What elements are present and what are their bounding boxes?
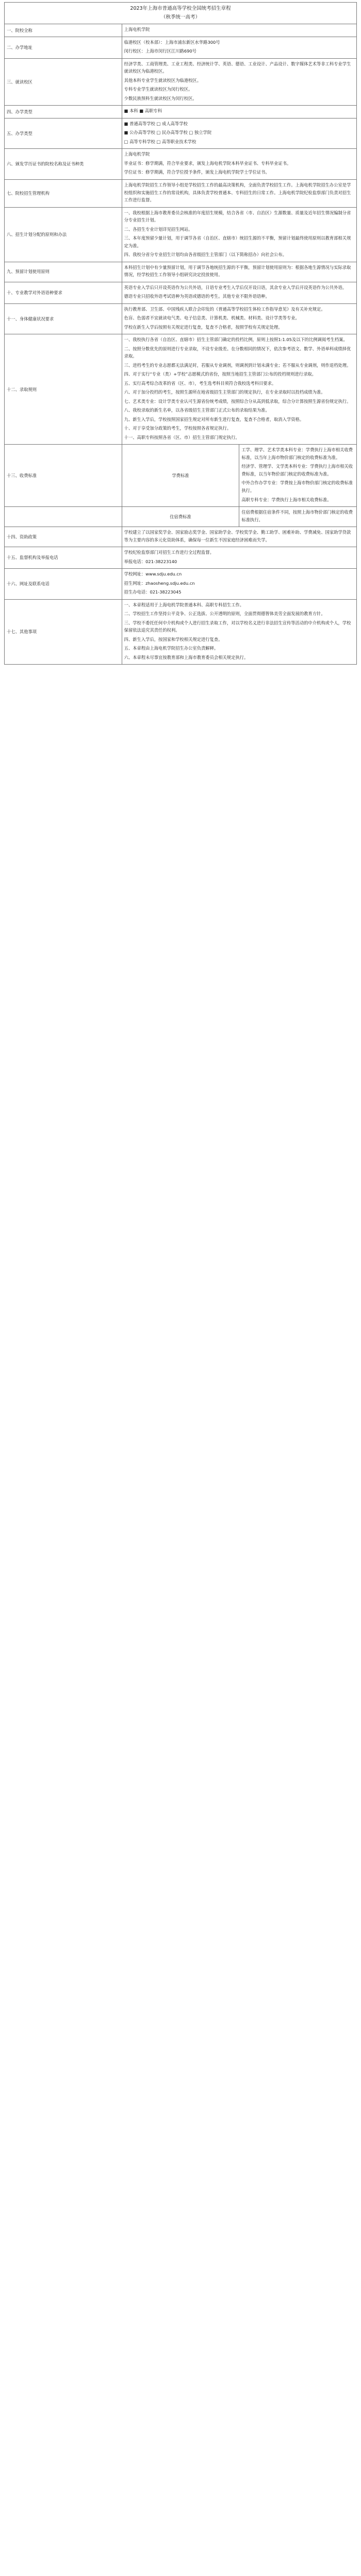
charter-row — [5, 106, 357, 118]
row-content — [122, 24, 356, 37]
content-line: 二、按照分数优先的原则进行专业录取，不设专业级差。在分数相同的情况下，依次参考语文、数学、外语单科成绩择优录取。 — [124, 346, 351, 359]
content-line: 四、我校分省分专业招生计划均由各省级招生主管部门（以下简称招办）向社会公布。 — [124, 252, 287, 258]
content-line: 六、对于加分投档的考生，按照生源所在地省级招生主管部门的规定执行，在专业录取时以投档成绩为准。 — [124, 389, 325, 395]
row-sublabel: 学费标准 — [122, 445, 239, 507]
content-line: 经济学类、工商管理类、工业工程类、经济统计学、英语、德语、工业设计、产品设计、数字媒体艺术等非工科专业学生就读校区为临港校区。 — [124, 61, 351, 74]
content-line: 住宿费根据住宿条件不同，按照上海市物价部门核定的收费标准执行。 — [241, 510, 353, 522]
row-label: 十二、录取规则 — [5, 334, 122, 445]
charter-row — [5, 118, 357, 149]
charter-row — [5, 24, 357, 37]
row-content — [122, 527, 356, 547]
row-content — [122, 179, 356, 207]
charter-row — [5, 207, 357, 262]
row-label: 十三、收费标准 — [5, 445, 122, 507]
row-label: 十七、其他事项 — [5, 599, 122, 665]
charter-row — [5, 569, 357, 600]
content-line: 本科招生计划中有少量预留计划，用于调节各地统招生源的不平衡，预留计划使用原则为：根据各地生源情况与实际录取情况，经学校招生工作领导小组研究决定投放使用。 — [124, 264, 351, 278]
charter-row — [5, 445, 357, 507]
row-label: 四、办学类型 — [5, 106, 122, 118]
charter-row — [5, 527, 357, 547]
content-line: 德语专业只招收外语考试语种为英语或德语的考生。其他专业不限外语语种。 — [124, 294, 270, 299]
row-sublabel: 住宿费标准 — [122, 507, 239, 527]
content-line: 上海电机学院 — [124, 151, 150, 157]
row-label: 三、就读校区 — [5, 58, 122, 106]
content-line: 少数民族预科生就读校区为闵行校区。 — [124, 95, 197, 101]
content-line: 执行教育部、卫生部、中国残疾人联合会印发的《普通高等学校招生体检工作指导意见》及有关补充规定。 — [124, 306, 325, 312]
row-content — [239, 507, 357, 527]
content-line: 学校建立了以国家奖学金、国家励志奖学金、国家助学金、学校奖学金、勤工助学、困难补助、学费减免、国家助学贷款等为主要内容的多元化资助体系，确保每一位新生不因家庭经济困难而失学。 — [124, 530, 351, 543]
row-content — [122, 547, 356, 569]
content-line: 学校纪检监察部门对招生工作进行全过程监督。 — [124, 550, 214, 555]
content-line: 学校网址：www.sdju.edu.cn — [124, 571, 182, 577]
content-line: 专科专业学生就读校区为闵行校区。 — [124, 87, 193, 92]
title-text: 2023年上海市普通高等学校全国统考招生章程 — [130, 6, 231, 11]
row-content — [122, 37, 356, 58]
row-content — [122, 118, 356, 149]
row-label: 十一、身体健康状况要求 — [5, 303, 122, 334]
content-line: 七、艺术类专业：设计学类专业认可生源省份统考成绩，按照综合分从高到低录取，综合分计算按照生源省份规定执行。 — [124, 398, 351, 404]
row-label: 五、办学类型 — [5, 118, 122, 149]
row-content — [122, 58, 356, 106]
content-line: 四、新生入学后，按国家和学校相关规定进行复查。 — [124, 636, 223, 642]
row-label: 七、院校招生管理机构 — [5, 179, 122, 207]
content-line: 学校在新生入学后按照有关规定进行复查，复查不合格者，按照学校有关规定处理。 — [124, 324, 283, 330]
row-label: 十、专业教学对外语语种要求 — [5, 282, 122, 303]
content-line: 其他本科专业学生就读校区为临港校区。 — [124, 77, 202, 83]
row-label: 六、颁发学历证书的院校名称及证书种类 — [5, 149, 122, 180]
charter-document — [4, 2, 357, 665]
content-line: 一、我校根据上海市教育委员会核准的年度招生规模，结合各省（市、自治区）生源数量、质量及近年招生情况编制分省分专业招生计划。 — [124, 210, 351, 223]
charter-rows — [5, 24, 357, 665]
content-line: 十一、高职专科按照各省（区、市）招生主管部门规定执行。 — [124, 434, 240, 440]
row-content — [122, 282, 356, 303]
row-content — [122, 149, 356, 180]
row-label: 一、院校全称 — [5, 24, 122, 37]
content-line: 高职专科专业：学费执行上海市相关收费标准。 — [241, 497, 332, 502]
content-line: 色盲、色弱者不宜就读电气类、电子信息类、计算机类、机械类、材料类、设计学类等专业。 — [124, 315, 300, 321]
content-line: 招生办电话：021-38223045 — [124, 589, 182, 595]
content-line: 二、学校招生工作坚持公平竞争、公正选拔、公开透明的原则，全面贯彻德智体美劳全面发展的教育方针。 — [124, 611, 325, 617]
content-line: 一、我校执行各省（自治区、直辖市）招生主管部门确定的投档比例，原则上按照1:1.05及以下的比例调阅考生档案。 — [124, 337, 348, 343]
content-line: 临港校区（校本部）：上海市浦东新区水华路300号 — [124, 39, 220, 45]
content-line: 工学、理学、艺术学类本科专业：学费执行上海市相关收费标准，以当年上海市物价部门核定的收费标准为准。 — [241, 447, 353, 460]
content-line: ■ 本科 ■ 高职专科 — [124, 108, 162, 114]
content-line: 八、我校录取的新生名单，以各省级招生主管部门正式公布的录取结果为准。 — [124, 408, 270, 413]
content-line: 三、学校不委托任何中介机构或个人进行招生录取工作，对以学校名义进行非法招生宣传等活动的中介机构或个人，学校保留依法追究其责任的权利。 — [124, 620, 351, 633]
charter-row — [5, 507, 357, 527]
content-line: 闵行校区：上海市闵行区江川路690号 — [124, 48, 196, 54]
content-line: □ 高等专科学校 □ 高等职业技术学校 — [124, 139, 196, 144]
subtitle-text: （秋季统一高考） — [160, 14, 200, 20]
content-line: 十、对于享受加分政策的考生，学校按照各省规定执行。 — [124, 426, 232, 431]
row-content — [122, 334, 356, 445]
content-line: 六、本章程未尽事宜按教育部和上海市教育委员会相关规定执行。 — [124, 654, 249, 660]
row-label: 十六、网址及联系电话 — [5, 569, 122, 600]
content-line: 三、进档考生的专业志愿都无法满足时，若服从专业调剂，则调剂到计划未满专业；若不服从专业调剂，则作退档处理。 — [124, 362, 351, 368]
content-line: 中外合作办学专业：学费按上海市物价部门核定的收费标准执行。 — [241, 480, 353, 493]
content-line: 英语专业入学后只开设英语作为公共外语，日语专业考生入学后仅开设日语，其余专业入学后开设英语作为公共外语。 — [124, 284, 347, 290]
row-content — [122, 569, 356, 600]
content-line: 上海电机学院 — [124, 27, 150, 32]
content-line: 上海电机学院招生工作领导小组是学校招生工作的最高决策机构，全面负责学校招生工作。上海电机学院招生办公室是学校组织和实施招生工作的常设机构，具体负责学校普通本、专科招生的日常工作。上海电机学院纪检监察部门负责对招生工作进行监督。 — [124, 182, 351, 203]
charter-row — [5, 179, 357, 207]
content-line: ■ 普通高等学校 □ 成人高等学校 — [124, 121, 188, 126]
row-content — [122, 303, 356, 334]
charter-row — [5, 547, 357, 569]
content-line: 毕业证书：修学期满，符合毕业要求，颁发上海电机学院本科毕业证书、专科毕业证书。 — [124, 160, 291, 166]
row-label: 十五、监督机构及举报电话 — [5, 547, 122, 569]
content-line: 经济学、管理学、文学类本科专业：学费执行上海市相关收费标准，以当年物价部门核定的收费标准为准。 — [241, 464, 353, 477]
charter-row — [5, 58, 357, 106]
row-label: 八、招生计划分配的原则和办法 — [5, 207, 122, 262]
content-line: 九、新生入学后，学校按照国家招生规定对所有新生进行复查，复查不合格者，取消入学资格。 — [124, 416, 304, 422]
row-content — [122, 262, 356, 282]
row-content — [122, 106, 356, 118]
content-line: 五、本章程由上海电机学院招生办公室负责解释。 — [124, 646, 219, 651]
document-title — [5, 3, 357, 24]
charter-row — [5, 149, 357, 180]
content-line: 招生网址：zhaosheng.sdju.edu.cn — [124, 580, 195, 586]
content-line: 一、本章程适用于上海电机学院普通本科、高职专科招生工作。 — [124, 602, 244, 607]
row-label — [5, 507, 122, 527]
content-line: 学位证书：修学期满，符合学位授予条件，颁发上海电机学院学士学位证书。 — [124, 170, 270, 175]
content-line: 举报电话：021-38223140 — [124, 558, 177, 564]
row-label: 二、办学地址 — [5, 37, 122, 58]
content-line: 五、实行高考综合改革的省（区、市），考生选考科目须符合我校选考科目要求。 — [124, 380, 276, 386]
charter-row — [5, 599, 357, 665]
charter-row — [5, 262, 357, 282]
row-content — [122, 599, 356, 665]
content-line: 三、本年度预留少量计划，用于调节各省（自治区、直辖市）统招生源的不平衡，预留计划最终使用原则以教育部相关规定为准。 — [124, 235, 351, 248]
charter-row — [5, 334, 357, 445]
charter-table — [4, 2, 357, 665]
row-content — [239, 445, 357, 507]
content-line: 二、各招生专业计划详见招生网站。 — [124, 226, 193, 232]
row-label: 十四、资助政策 — [5, 527, 122, 547]
row-label: 九、预留计划使用原则 — [5, 262, 122, 282]
content-line: ■ 公办高等学校 □ 民办高等学校 □ 独立学院 — [124, 130, 212, 135]
charter-row — [5, 303, 357, 334]
content-line: 四、对于实行“专业（类）+学校”志愿模式的省份，按照当地招生主管部门公布的投档规则进行录取。 — [124, 371, 316, 377]
charter-row — [5, 282, 357, 303]
charter-row — [5, 37, 357, 58]
row-content — [122, 207, 356, 262]
